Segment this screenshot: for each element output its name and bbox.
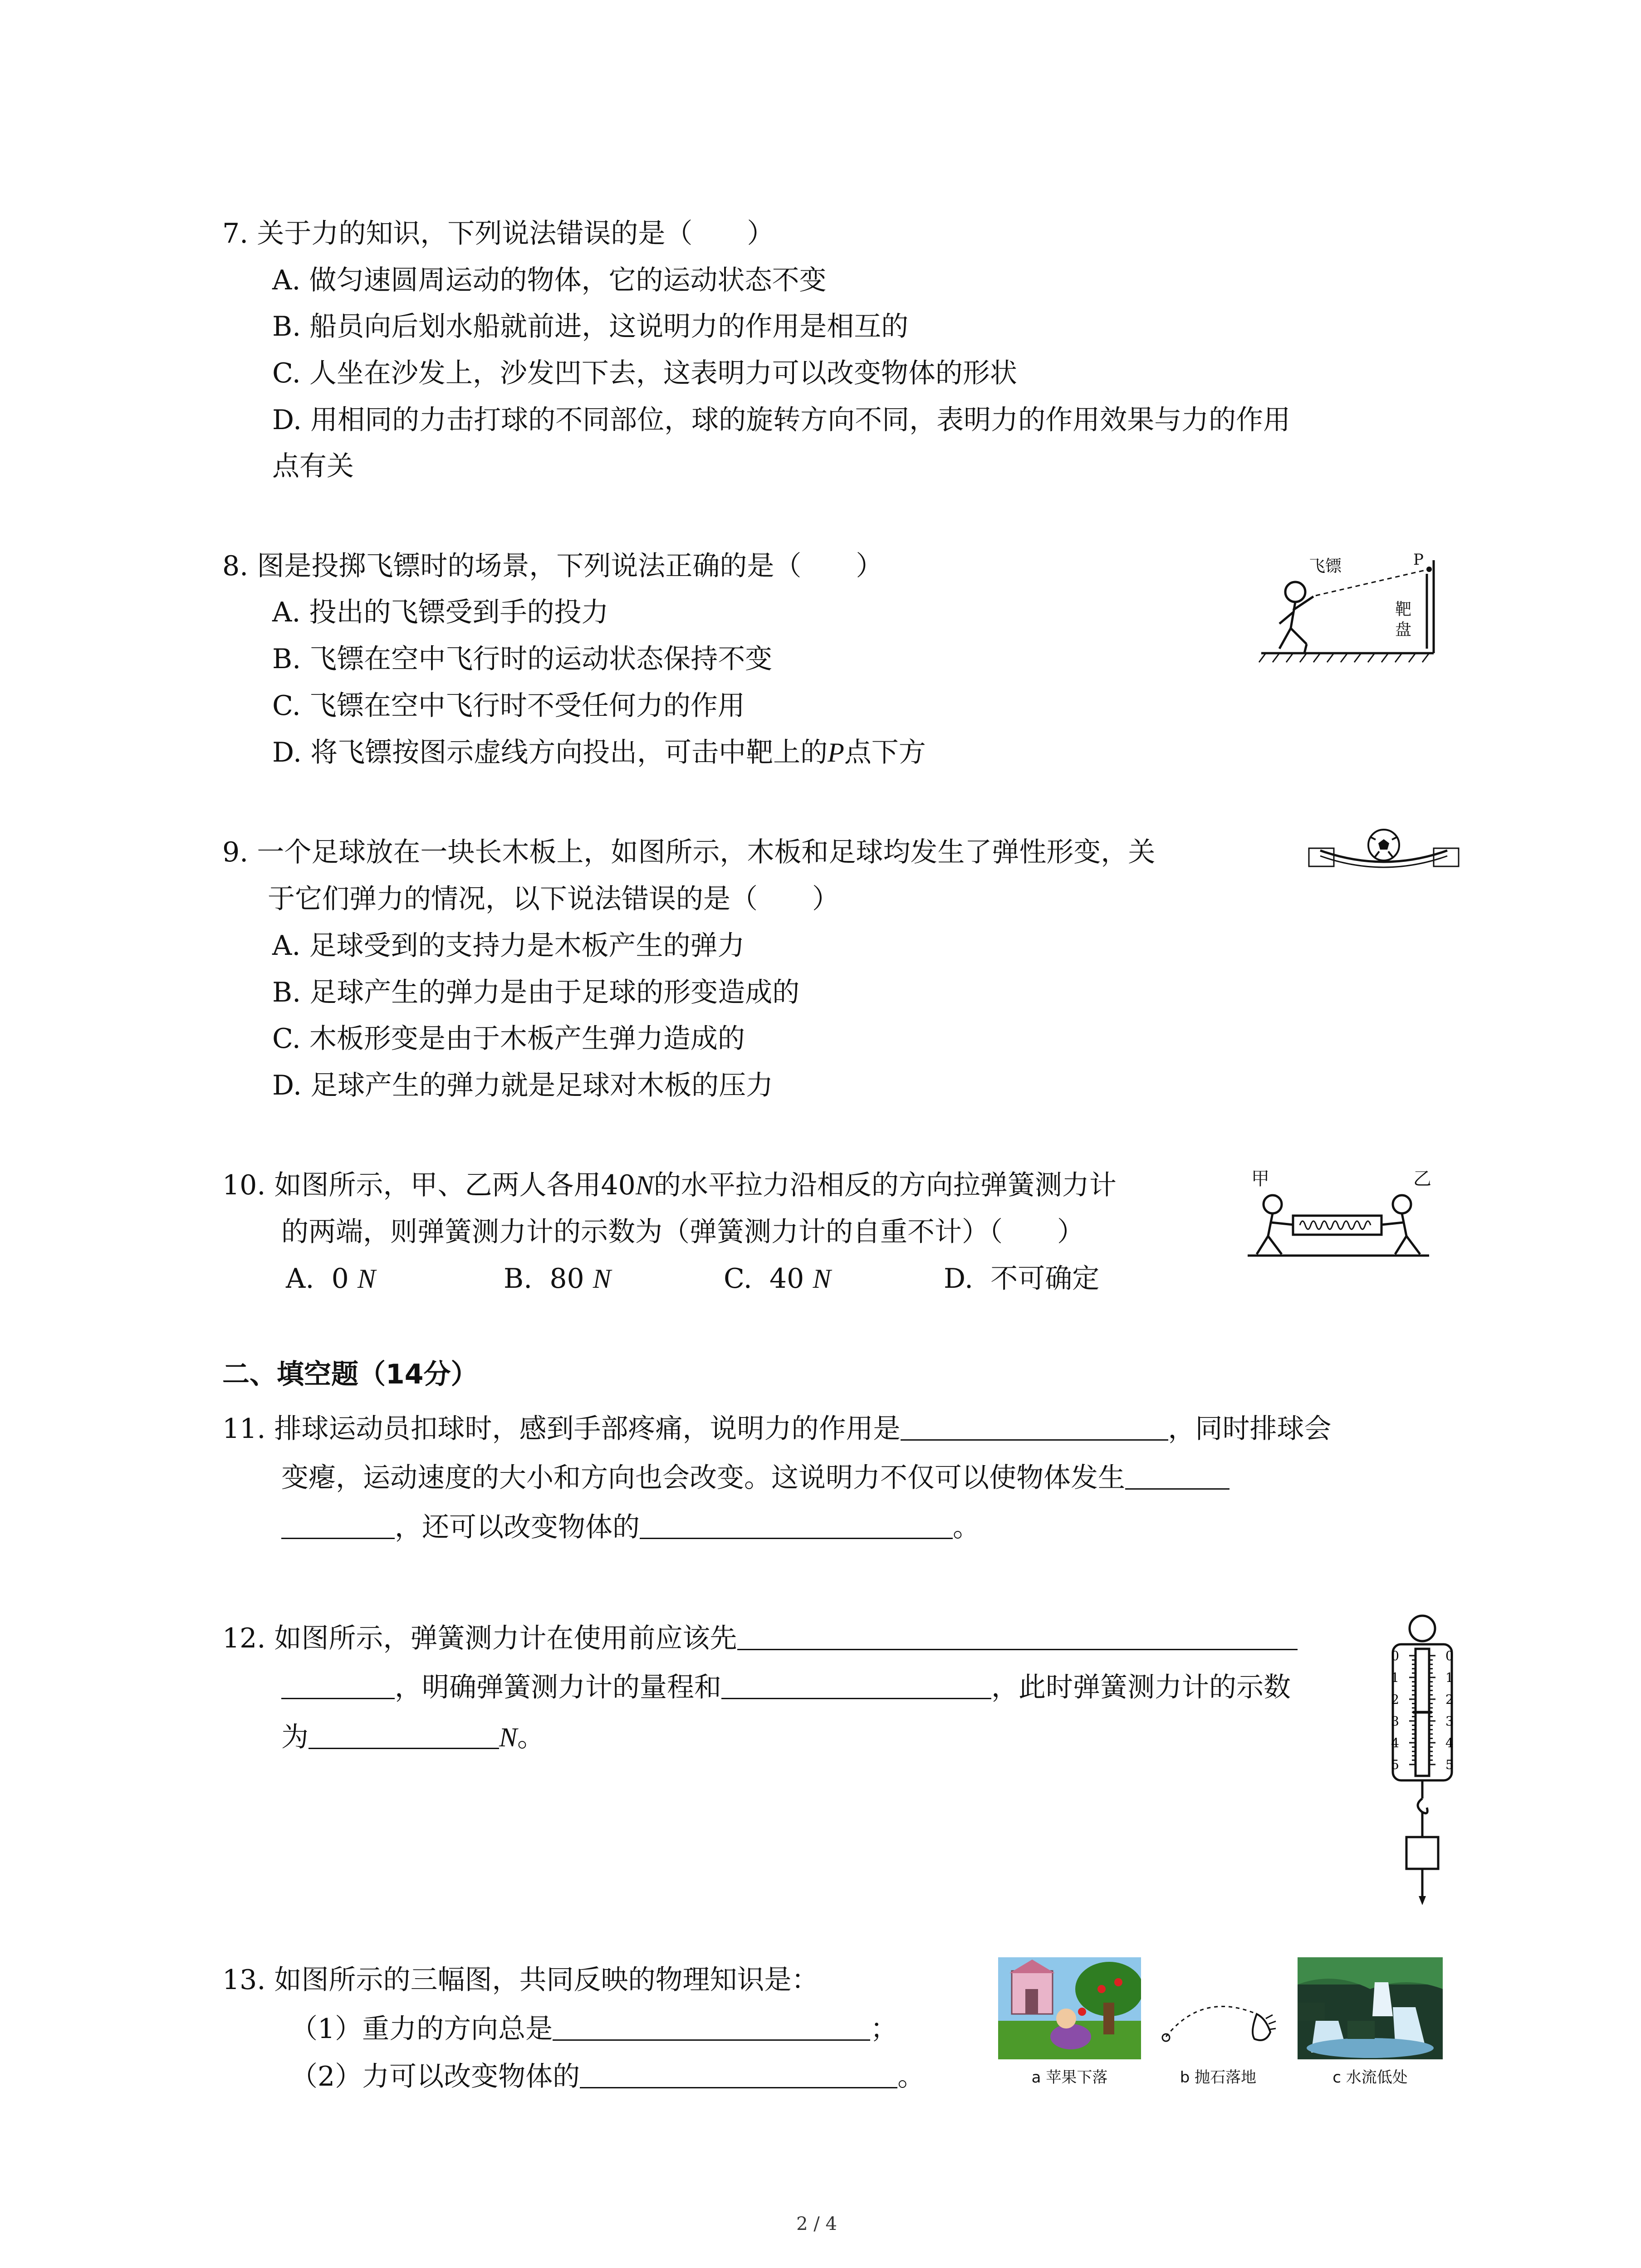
caption-b: b 抛石落地 [1180,2068,1257,2087]
q10-option-c-label: C. [724,1263,752,1295]
apple-falling-image [998,1957,1141,2059]
q7-option-a: A. 做匀速圆周运动的物体，它的运动状态不变 [272,264,827,296]
q7-option-d-cont: 点有关 [272,450,354,482]
q13-stem: 13. 如图所示的三幅图，共同反映的物理知识是： [222,1964,819,1996]
q9-option-c: C. 木板形变是由于木板产生弹力造成的 [272,1023,745,1055]
q8-option-c: C. 飞镖在空中飞行时不受任何力的作用 [272,690,745,722]
q11-line1 [222,1411,1332,1447]
board-label-1: 靶 [1395,600,1412,619]
q13-line2 [290,2058,925,2095]
page-number: 2 / 4 [796,2214,837,2234]
q12-l3-pre: 为 [281,1721,309,1753]
q10-stem [222,1167,1117,1203]
q7-option-c: C. 人坐在沙发上，沙发凹下去，这表明力可以改变物体的形状 [272,357,1017,389]
q12-l3-end: 。 [517,1721,545,1753]
q10-option-c-unit: N [813,1264,831,1294]
q8-option-d-pre: D. 将飞镖按图示虚线方向投出，可击中靶上的 [272,737,828,768]
caption-a: a 苹果下落 [1031,2068,1108,2087]
q10-unit: N [635,1170,654,1200]
q8-option-d [272,734,926,771]
section2-title: 二、填空题（14分） [222,1359,478,1390]
q12-blank-3[interactable] [309,1721,499,1749]
q9-option-d: D. 足球产生的弹力就是足球对木板的压力 [272,1070,774,1101]
q10-option-a [286,1261,376,1297]
q11-blank-3[interactable] [640,1510,953,1539]
q12-blank-1-cont[interactable] [281,1671,395,1699]
scale-pointer [1413,1711,1432,1714]
q11-line2 [281,1460,1230,1496]
scale-tick-label-left: 4 [1391,1735,1399,1750]
q11-blank-2[interactable] [1125,1461,1230,1490]
label-yi: 乙 [1413,1168,1431,1189]
q11-l2: 变瘪，运动速度的大小和方向也会改变。这说明力不仅可以使物体发生 [281,1462,1125,1494]
q11-l1-post: ，同时排球会 [1168,1413,1332,1445]
dart-throw-figure [1252,547,1456,665]
dart-label: 飞镖 [1309,557,1342,576]
board-label-2: 盘 [1395,621,1412,639]
q8-stem: 8. 图是投掷飞镖时的场景，下列说法正确的是（ ） [222,550,883,582]
q8-point-var: P [828,738,844,767]
q9-option-b: B. 足球产生的弹力是由于足球的形变造成的 [272,977,800,1008]
scale-tick-label-left: 2 [1391,1692,1399,1707]
q7-option-d: D. 用相同的力击打球的不同部位，球的旋转方向不同，表明力的作用效果与力的作用 [272,404,1291,436]
scale-tick-label-right: 0 [1445,1648,1454,1663]
q13-l2-end: 。 [897,2061,925,2092]
q12-l2-post: ，此时弹簧测力计的示数 [991,1672,1291,1703]
q8-option-d-post: 点下方 [844,737,926,768]
q11-l1-pre: 11. 排球运动员扣球时，感到手部疼痛，说明力的作用是 [222,1413,901,1445]
q11-l3-mid: ，还可以改变物体的 [395,1511,640,1543]
q13-blank-1[interactable] [553,2012,870,2041]
q11-blank-2-cont[interactable] [281,1510,395,1539]
stone-thrown-image [1152,1987,1288,2059]
q10-stem-pre: 10. 如图所示，甲、乙两人各用40 [222,1169,636,1201]
q10-stem-cont: 的两端，则弹簧测力计的示数为（弹簧测力计的自重不计）（ ） [281,1216,1084,1248]
q10-option-b-label: B. [504,1263,533,1295]
q10-stem-post: 的水平拉力沿相反的方向拉弹簧测力计 [653,1169,1117,1201]
football-plank-figure [1307,823,1461,873]
q12-unit: N [499,1722,518,1752]
q12-l2-mid: ，明确弹簧测力计的量程和 [395,1672,721,1703]
q11-line3 [281,1509,980,1545]
scale-tick-label-left: 0 [1391,1648,1399,1663]
scale-tick-label-left: 1 [1391,1670,1399,1685]
caption-c: c 水流低处 [1332,2068,1408,2087]
q13-l2-pre: （2）力可以改变物体的 [290,2061,580,2092]
q12-line3 [281,1719,544,1755]
q12-l1: 12. 如图所示，弹簧测力计在使用前应该先 [222,1623,737,1654]
q8-option-a: A. 投出的飞镖受到手的投力 [272,596,609,628]
q13-l1-end: ； [870,2013,898,2045]
waterfall-image [1298,1957,1443,2059]
q13-l1-pre: （1）重力的方向总是 [290,2013,553,2045]
q10-option-b-unit: N [593,1264,611,1294]
q11-blank-1[interactable] [901,1412,1168,1441]
q10-option-b [504,1261,611,1297]
scale-tick-label-right: 1 [1445,1670,1454,1685]
p-point-label: P [1413,551,1424,569]
q9-stem-cont: 于它们弹力的情况，以下说法错误的是（ ） [268,883,839,915]
spring-scale-figure [1379,1613,1465,1912]
q10-option-c-value: 40 [769,1263,804,1295]
spring-pull-figure [1239,1161,1452,1266]
q9-option-a: A. 足球受到的支持力是木板产生的弹力 [272,930,745,962]
q10-option-d [944,1261,1099,1297]
q13-line1 [290,2011,897,2047]
q12-blank-2[interactable] [721,1671,991,1699]
q10-option-a-value: 0 [331,1263,349,1295]
scale-tick-label-right: 4 [1445,1735,1454,1750]
label-jia: 甲 [1251,1168,1269,1189]
q8-option-b: B. 飞镖在空中飞行时的运动状态保持不变 [272,643,773,675]
scale-tick-label-right: 3 [1445,1714,1454,1729]
q11-l3-end: 。 [953,1511,980,1543]
q9-stem: 9. 一个足球放在一块长木板上，如图所示，木板和足球均发生了弹性形变，关 [222,836,1156,868]
scale-tick-label-right: 2 [1445,1692,1454,1707]
scale-tick-label-left: 5 [1391,1757,1399,1772]
scale-ticks [1391,1648,1454,1772]
q7-option-b: B. 船员向后划水船就前进，这说明力的作用是相互的 [272,311,909,342]
q13-blank-2[interactable] [580,2060,897,2088]
q12-line2 [281,1669,1291,1706]
scale-tick-label-left: 3 [1391,1714,1399,1729]
q7-stem: 7. 关于力的知识，下列说法错误的是（ ） [222,218,774,249]
q12-line1 [222,1620,1298,1657]
q10-option-d-label: D. [944,1263,974,1295]
q12-blank-1[interactable] [737,1622,1298,1650]
q10-option-b-value: 80 [549,1263,584,1295]
q10-option-a-unit: N [357,1264,376,1294]
q10-option-d-value: 不可确定 [990,1263,1100,1295]
scale-tick-label-right: 5 [1445,1757,1454,1772]
q10-option-a-label: A. [286,1263,314,1295]
q10-option-c [724,1261,831,1297]
